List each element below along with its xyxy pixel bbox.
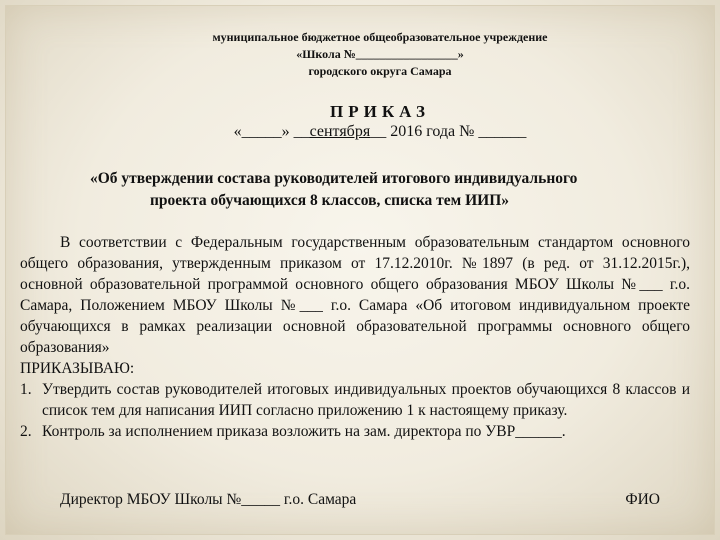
order-items-list [20,379,690,442]
subject-line-2: проекта обучающихся 8 классов, списка тем ИИП» [150,192,510,209]
list-item-number: 2. [20,423,32,440]
subject-line-1: «Об утверждении состава руководителей итогового индивидуального [90,170,578,187]
list-item-number: 1. [20,381,32,398]
list-item [20,421,690,442]
date-part-1: «_____» __ [233,123,310,140]
order-word: ПРИКАЗЫВАЮ: [20,360,135,377]
header-school-number: «Школа №_________________» [296,47,464,61]
order-date-line [0,123,720,141]
signature-position: Директор МБОУ Школы №_____ г.о. Самара [60,491,357,508]
header-city: городского округа Самара [308,64,452,78]
date-part-2: __ 2016 года № ______ [370,123,527,140]
order-subject [60,168,700,212]
preamble-paragraph: В соответствии с Федеральным государственным образовательным стандартом основного общего образования, утвержденным приказом от 17.12.2010г. №1897 (в ред. от 31.12.2015г.), основной образовательной программой основного общего образования МБОУ Школы №___ г.о. Самара, Положением МБОУ Школы №___ г.о. Самара «Об итоговом индивидуальном проекте обучающихся в рамках реализации основной образовательной программы основного общего образования» [20,234,690,356]
list-item-text: Контроль за исполнением приказа возложить на зам. директора по УВР______. [42,423,566,440]
signature-line [60,491,660,509]
date-month: сентября [309,123,371,140]
order-body [20,232,690,442]
list-item-text: Утвердить состав руководителей итоговых индивидуальных проектов обучающихся 8 классов и список тем для написания ИИП согласно приложению 1 к настоящему приказу. [42,381,690,419]
list-item [20,379,690,421]
document-title: ПРИКАЗ [330,102,430,121]
header-institution: муниципальное бюджетное общеобразовательное учреждение [212,30,548,44]
signature-name: ФИО [625,491,660,508]
